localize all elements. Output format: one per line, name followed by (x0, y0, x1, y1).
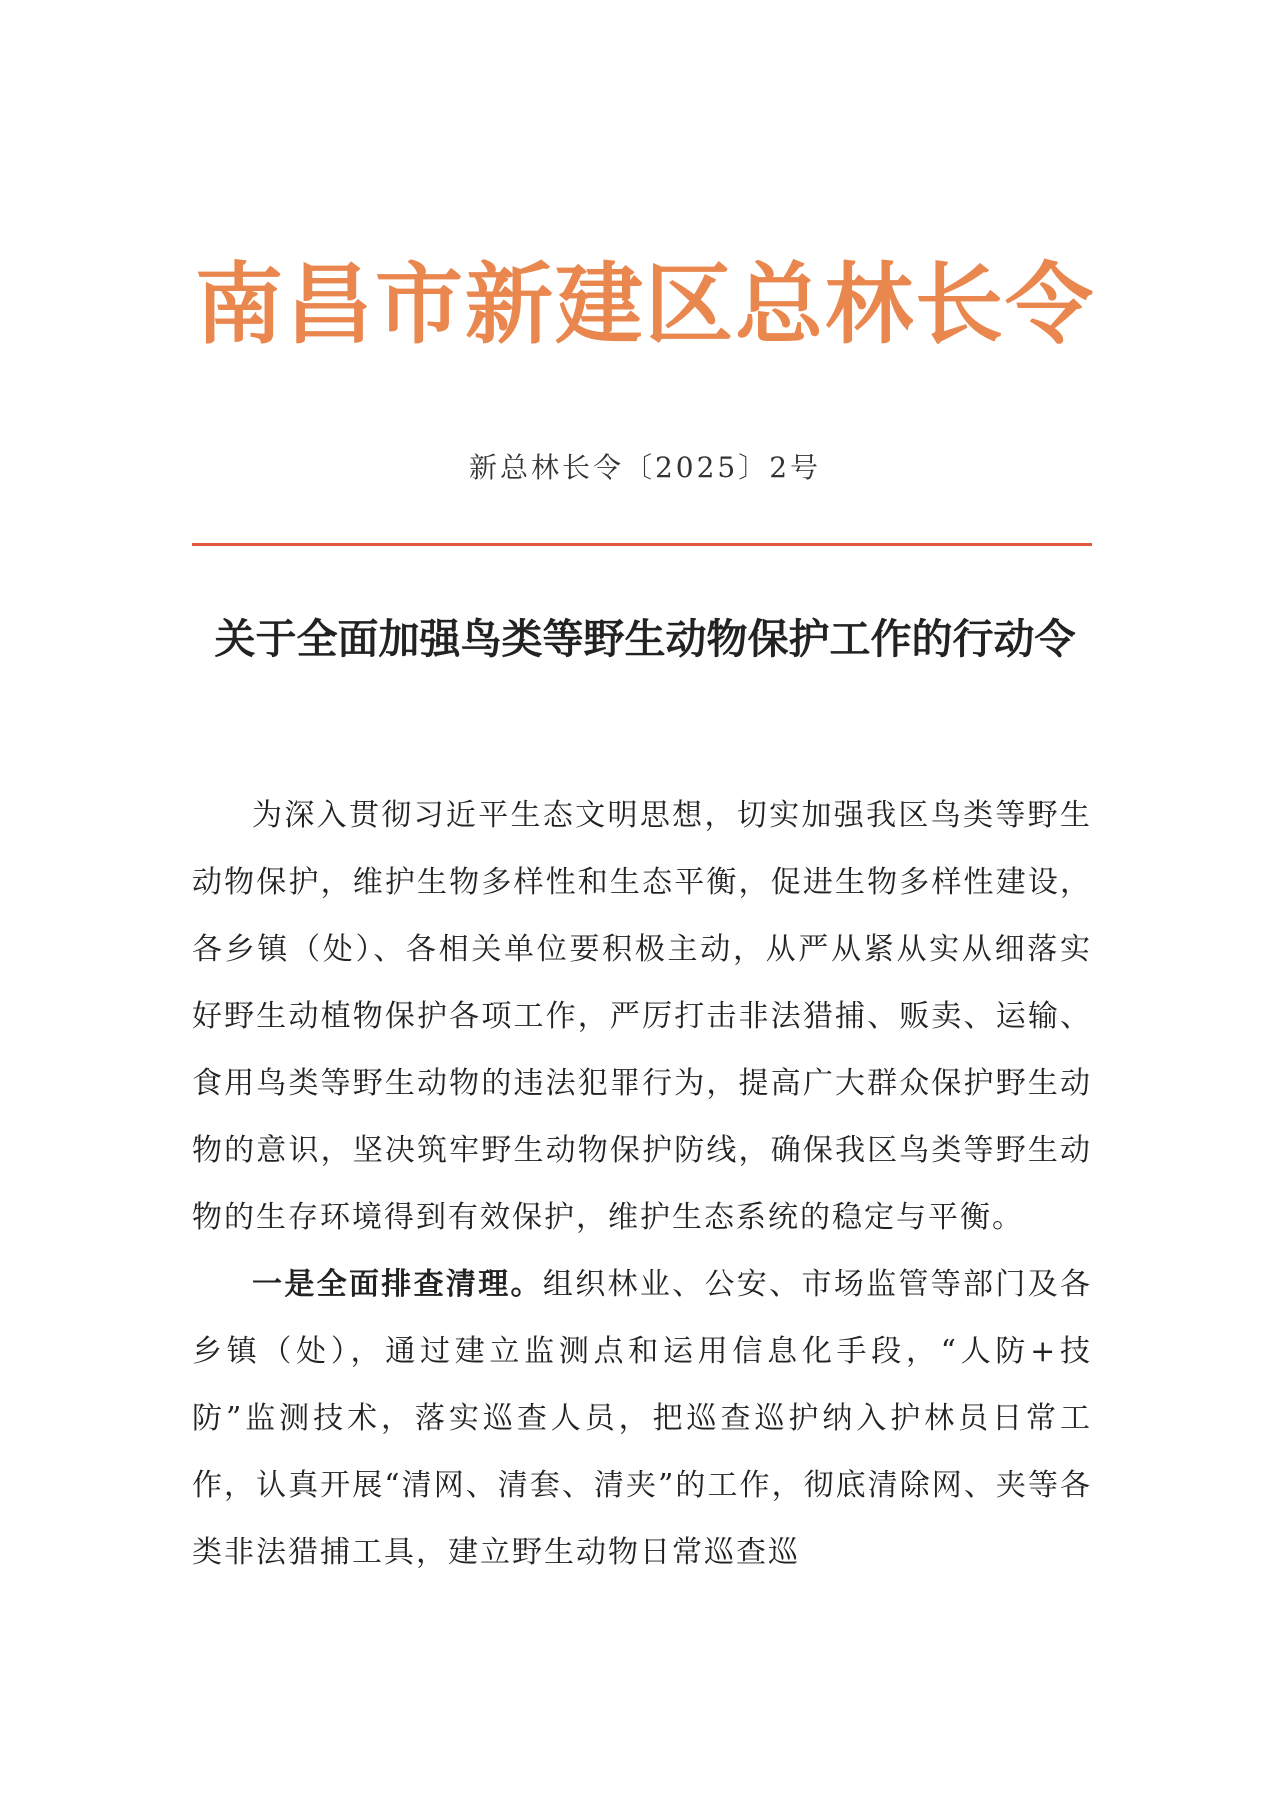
body-paragraph (192, 1251, 1092, 1586)
issuer-masthead: 南昌市新建区总林长令 (194, 253, 1095, 356)
paragraph-text: 组织林业、公安、市场监管等部门及各乡镇（处），通过建立监测点和运用信息化手段，“人防+技防”监测技术，落实巡查人员，把巡查巡护纳入护林员日常工作，认真开展“清网、清套、清夹”的工作，彻底清除网、夹等各类非法猎捕工具，建立野生动物日常巡查巡 (192, 1267, 1093, 1570)
paragraph-lead: 一是全面排查清理。 (252, 1267, 543, 1302)
document-title: 关于全面加强鸟类等野生动物保护工作的行动令 (214, 615, 1076, 663)
paragraph-text: 为深入贯彻习近平生态文明思想，切实加强我区鸟类等野生动物保护，维护生物多样性和生态平衡，促进生物多样性建设，各乡镇（处）、各相关单位要积极主动，从严从紧从实从细落实好野生动植物保护各项工作，严厉打击非法猎捕、贩卖、运输、食用鸟类等野生动物的违法犯罪行为，提高广大群众保护野生动物的意识，坚决筑牢野生动物保护防线，确保我区鸟类等野生动物的生存环境得到有效保护，维护生态系统的稳定与平衡。 (192, 798, 1092, 1235)
document-number: 新总林长令〔2025〕2号 (468, 451, 822, 484)
document-body (192, 782, 1092, 1586)
red-divider-line (192, 543, 1092, 546)
body-paragraph (192, 782, 1092, 1251)
